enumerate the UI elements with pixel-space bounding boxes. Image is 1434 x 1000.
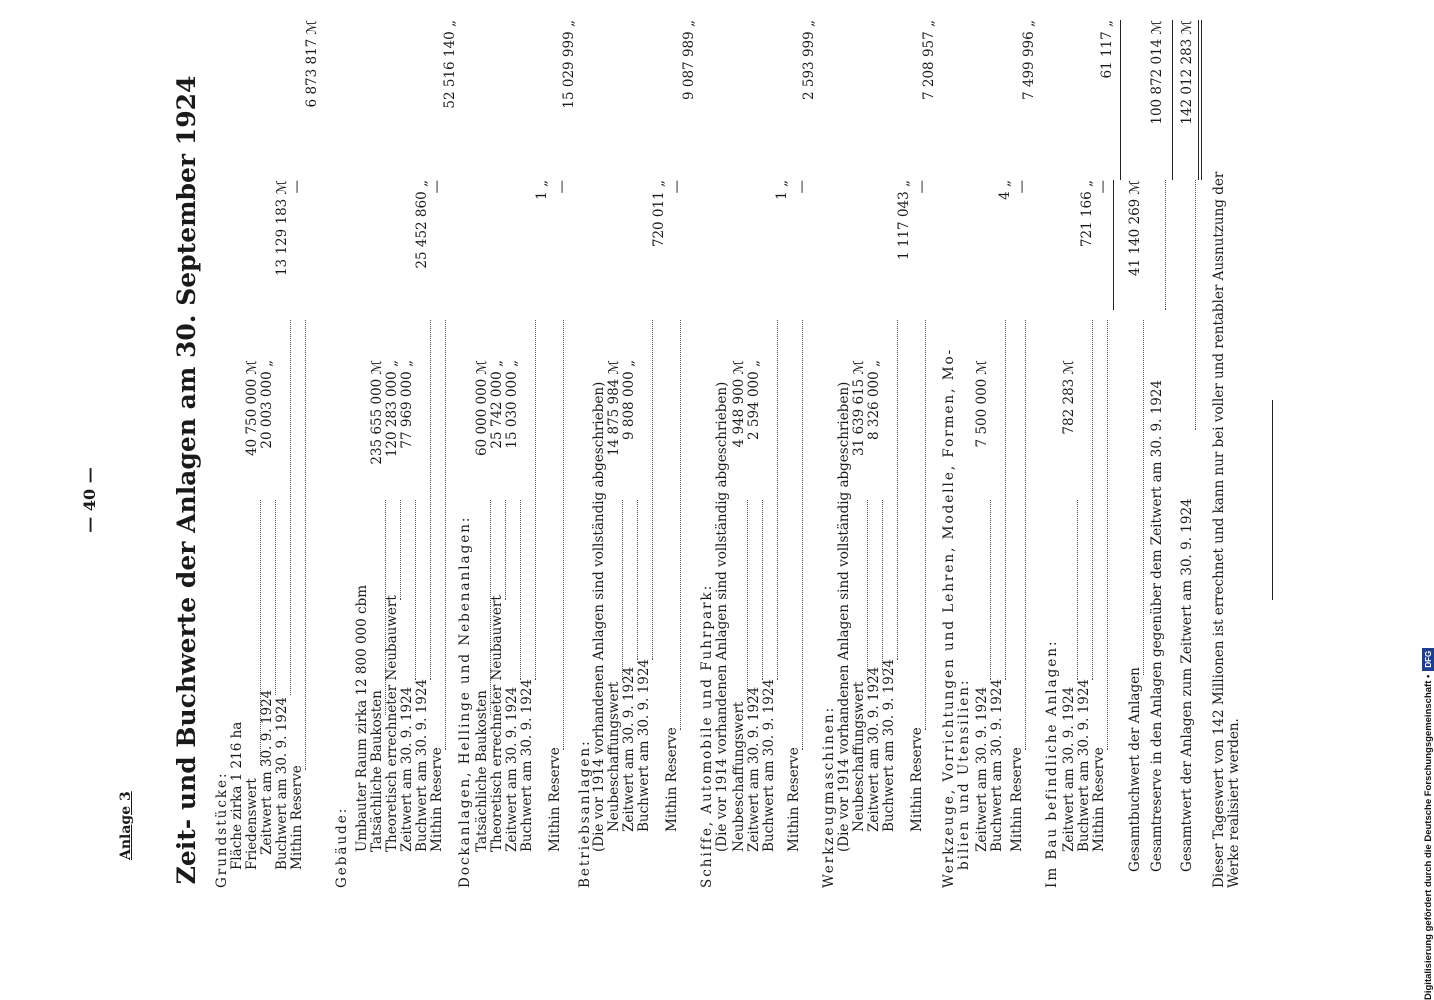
dash-cell: — — [429, 180, 445, 194]
row-label: Mithin Reserve — [547, 747, 563, 852]
value-cell: 1 „ — [534, 180, 550, 200]
total-reserve-label: Gesamtreserve in den Anlagen gegenüber dem Zeitwert am 30. 9. 1924 — [1149, 379, 1165, 872]
dash-cell: — — [554, 180, 570, 194]
row-label: Theoretisch errechneter Neubauwert — [384, 595, 400, 852]
row-label: Buchwert am 30. 9. 1924 — [1076, 678, 1092, 852]
value-cell: 2 594 000 „ — [746, 360, 762, 440]
dot-leader — [852, 500, 868, 680]
dash-cell: — — [669, 180, 685, 194]
section-heading-werkzeuge: Werkzeuge, Vorrichtungen und Lehren, Modelle, Formen, Mo- — [941, 347, 957, 888]
reserve-value: 2 593 999 „ — [801, 20, 817, 100]
dash-cell: — — [1095, 180, 1111, 194]
section-heading-grundstuecke: Grundstücke: — [214, 771, 230, 888]
dot-leader — [747, 500, 763, 680]
dot-leader — [665, 320, 681, 730]
section-note: (Die vor 1914 vorhandenen Anlagen sind vollständig abgeschrieben) — [591, 381, 607, 852]
row-label: Mithin Reserve — [1009, 747, 1025, 852]
section-note: (Die vor 1914 vorhandenen Anlagen sind vollständig abgeschrieben) — [714, 381, 730, 852]
row-label: Zeitwert am 30. 9. 1924 — [866, 666, 882, 832]
row-label: Neubeschaffungswert — [731, 701, 747, 852]
dot-leader — [1062, 500, 1078, 680]
row-label: Zeitwert am 30. 9. 1924 — [259, 689, 275, 855]
total-reserve-value: 100 872 014 ℳ — [1149, 20, 1165, 125]
space-text: Umbauter Raum zirka 12 800 000 cbm — [354, 584, 370, 852]
row-label: Buchwert am 30. 9. 1924 — [761, 678, 777, 852]
dot-leader — [290, 320, 306, 770]
reserve-value: 9 087 989 „ — [681, 20, 697, 100]
value-cell: 720 011 „ — [651, 180, 667, 248]
credit-text: Digitalisierung gefördert durch die Deutsche Forschungsgemeinschaft • — [1423, 674, 1434, 1000]
appendix-label: Anlage 3 — [118, 791, 134, 860]
row-label: Buchwert am 30. 9. 1924 — [989, 678, 1005, 852]
value-cell: 1 „ — [774, 180, 790, 200]
dot-leader — [490, 500, 506, 600]
dot-leader — [520, 320, 536, 680]
value-cell: 13 129 183 ℳ — [274, 180, 290, 277]
dot-leader — [910, 320, 926, 730]
row-label: Mithin Reserve — [664, 727, 680, 832]
dot-leader — [548, 320, 564, 750]
row-label: Tatsächliche Baukosten — [474, 690, 490, 852]
row-label: Zeitwert am 30. 9. 1924 — [1061, 686, 1077, 852]
section-heading-dockanlagen: Dockanlagen, Hellinge und Nebenanlagen: — [457, 515, 473, 888]
value-cell: 235 655 000 ℳ — [369, 360, 385, 465]
value-cell: 721 166 „ — [1079, 180, 1095, 248]
reserve-value: 15 029 999 „ — [561, 20, 577, 109]
row-label: Zeitwert am 30. 9. 1924 — [974, 686, 990, 852]
value-cell: 77 969 000 „ — [399, 360, 415, 449]
value-cell: 7 500 000 ℳ — [974, 360, 990, 448]
row-label: Theoretisch errechneter Neubauwert — [489, 595, 505, 852]
value-cell: 25 452 860 „ — [414, 180, 430, 269]
row-label: Buchwert am 30. 9. 1924 — [274, 696, 290, 870]
row-label: Mithin Reserve — [909, 727, 925, 832]
dot-leader — [275, 320, 291, 695]
section-heading-im-bau: Im Bau befindliche Anlagen: — [1044, 639, 1060, 888]
dot-leader — [1092, 320, 1108, 750]
dot-leader — [990, 320, 1006, 680]
row-label: Buchwert am 30. 9. 1924 — [636, 658, 652, 832]
total-book-label: Gesamtbuchwert der Anlagen — [1127, 667, 1143, 872]
reserve-value: 61 117 „ — [1099, 20, 1115, 79]
row-label: Zeitwert am 30. 9. 1924 — [746, 686, 762, 852]
dot-leader — [882, 320, 898, 660]
dash-cell: — — [914, 180, 930, 194]
dot-leader — [1010, 320, 1026, 750]
dot-leader — [607, 500, 623, 680]
dot-leader — [867, 500, 883, 670]
dot-leader — [260, 500, 276, 695]
sum-rule — [1172, 20, 1173, 180]
footnote: Dieser Tageswert von 142 Millionen ist errechnet und kann nur bei voller und rentabler Ausnutzung der Werke realisiert werden. — [1211, 171, 1242, 888]
value-cell: 782 283 ℳ — [1061, 360, 1077, 435]
dot-leader — [1150, 180, 1166, 310]
dot-leader — [622, 500, 638, 660]
value-cell: 60 000 000 ℳ — [474, 360, 490, 457]
reserve-value: 6 873 817 ℳ — [304, 20, 320, 108]
dot-leader — [1128, 320, 1144, 675]
row-label: Neubeschaffungswert — [606, 681, 622, 832]
dot-leader — [1077, 320, 1093, 680]
section-heading-werkzeugmaschinen: Werkzeugmaschinen: — [821, 705, 837, 888]
row-label: Zeitwert am 30. 9. 1924 — [399, 686, 415, 852]
value-cell: 15 030 000 „ — [504, 360, 520, 449]
dot-leader — [732, 500, 748, 700]
dot-leader — [637, 320, 653, 660]
section-heading-werkzeuge-cont: bilien und Utensilien: — [956, 678, 972, 870]
value-cell: 4 948 900 ℳ — [731, 360, 747, 448]
reserve-value: 7 208 957 „ — [921, 20, 937, 100]
section-heading-schiffe: Schiffe, Automobile und Fuhrpark: — [699, 583, 715, 888]
row-label: Friedenswert — [244, 778, 260, 870]
row-label: Mithin Reserve — [1091, 747, 1107, 852]
row-label: Buchwert am 30. 9. 1924 — [414, 678, 430, 852]
sum-rule — [1201, 20, 1202, 180]
dot-leader — [975, 500, 991, 680]
reserve-value: 7 499 996 „ — [1021, 20, 1037, 100]
dot-leader — [430, 320, 446, 750]
dot-leader — [1180, 180, 1196, 430]
row-label: Buchwert am 30. 9. 1924 — [519, 678, 535, 852]
total-time-value: 142 012 283 ℳ — [1179, 20, 1195, 125]
dash-cell: — — [794, 180, 810, 194]
area-text: Fläche zirka 1 216 ha — [229, 721, 245, 870]
total-book-value: 41 140 269 ℳ — [1127, 180, 1143, 277]
value-cell: 4 „ — [997, 180, 1013, 200]
value-cell: 31 639 615 ℳ — [851, 360, 867, 457]
total-time-label: Gesamtwert der Anlagen zum Zeitwert am 30. 9. 1924 — [1179, 498, 1195, 872]
dash-cell: — — [1014, 180, 1030, 194]
value-cell: 9 808 000 „ — [621, 360, 637, 440]
sum-rule — [1120, 20, 1121, 180]
row-label: Zeitwert am 30. 9. 1924 — [621, 666, 637, 832]
row-label: Zeitwert am 30. 9. 1924 — [504, 686, 520, 852]
value-cell: 20 003 000 „ — [259, 360, 275, 449]
section-heading-betriebsanlagen: Betriebsanlagen: — [577, 739, 593, 888]
sum-rule — [1113, 180, 1114, 310]
value-cell: 25 742 000 „ — [489, 360, 505, 449]
dot-leader — [400, 500, 416, 680]
dot-leader — [787, 320, 803, 750]
section-note: (Die vor 1914 vorhandenen Anlagen sind vollständig abgeschrieben) — [836, 381, 852, 852]
dot-leader — [505, 500, 521, 680]
bottom-rule — [1272, 400, 1273, 600]
value-cell: 8 326 000 „ — [866, 360, 882, 440]
row-label: Mithin Reserve — [786, 747, 802, 852]
row-label: Tatsächliche Baukosten — [369, 690, 385, 852]
sum-rule — [1198, 20, 1199, 180]
row-label: Mithin Reserve — [429, 747, 445, 852]
value-cell: 14 875 984 ℳ — [606, 360, 622, 457]
value-cell: 120 283 000 „ — [384, 360, 400, 458]
value-cell: 1 117 043 „ — [896, 180, 912, 260]
row-label: Mithin Reserve — [289, 765, 305, 870]
row-label: Neubeschaffungswert — [851, 681, 867, 832]
dfg-logo: DFG — [1422, 648, 1434, 671]
value-cell: 40 750 000 ℳ — [244, 360, 260, 457]
dash-cell: — — [289, 180, 305, 194]
digitization-credit — [1422, 0, 1434, 1000]
page-title: Zeit- und Buchwerte der Anlagen am 30. September 1924 — [172, 75, 201, 885]
section-heading-gebaeude: Gebäude: — [334, 806, 350, 888]
dot-leader — [385, 500, 401, 600]
dot-leader — [415, 320, 431, 680]
reserve-value: 52 516 140 „ — [442, 20, 458, 109]
dot-leader — [762, 320, 778, 680]
row-label: Buchwert am 30. 9. 1924 — [881, 658, 897, 832]
page-number: — 40 — — [80, 467, 99, 533]
